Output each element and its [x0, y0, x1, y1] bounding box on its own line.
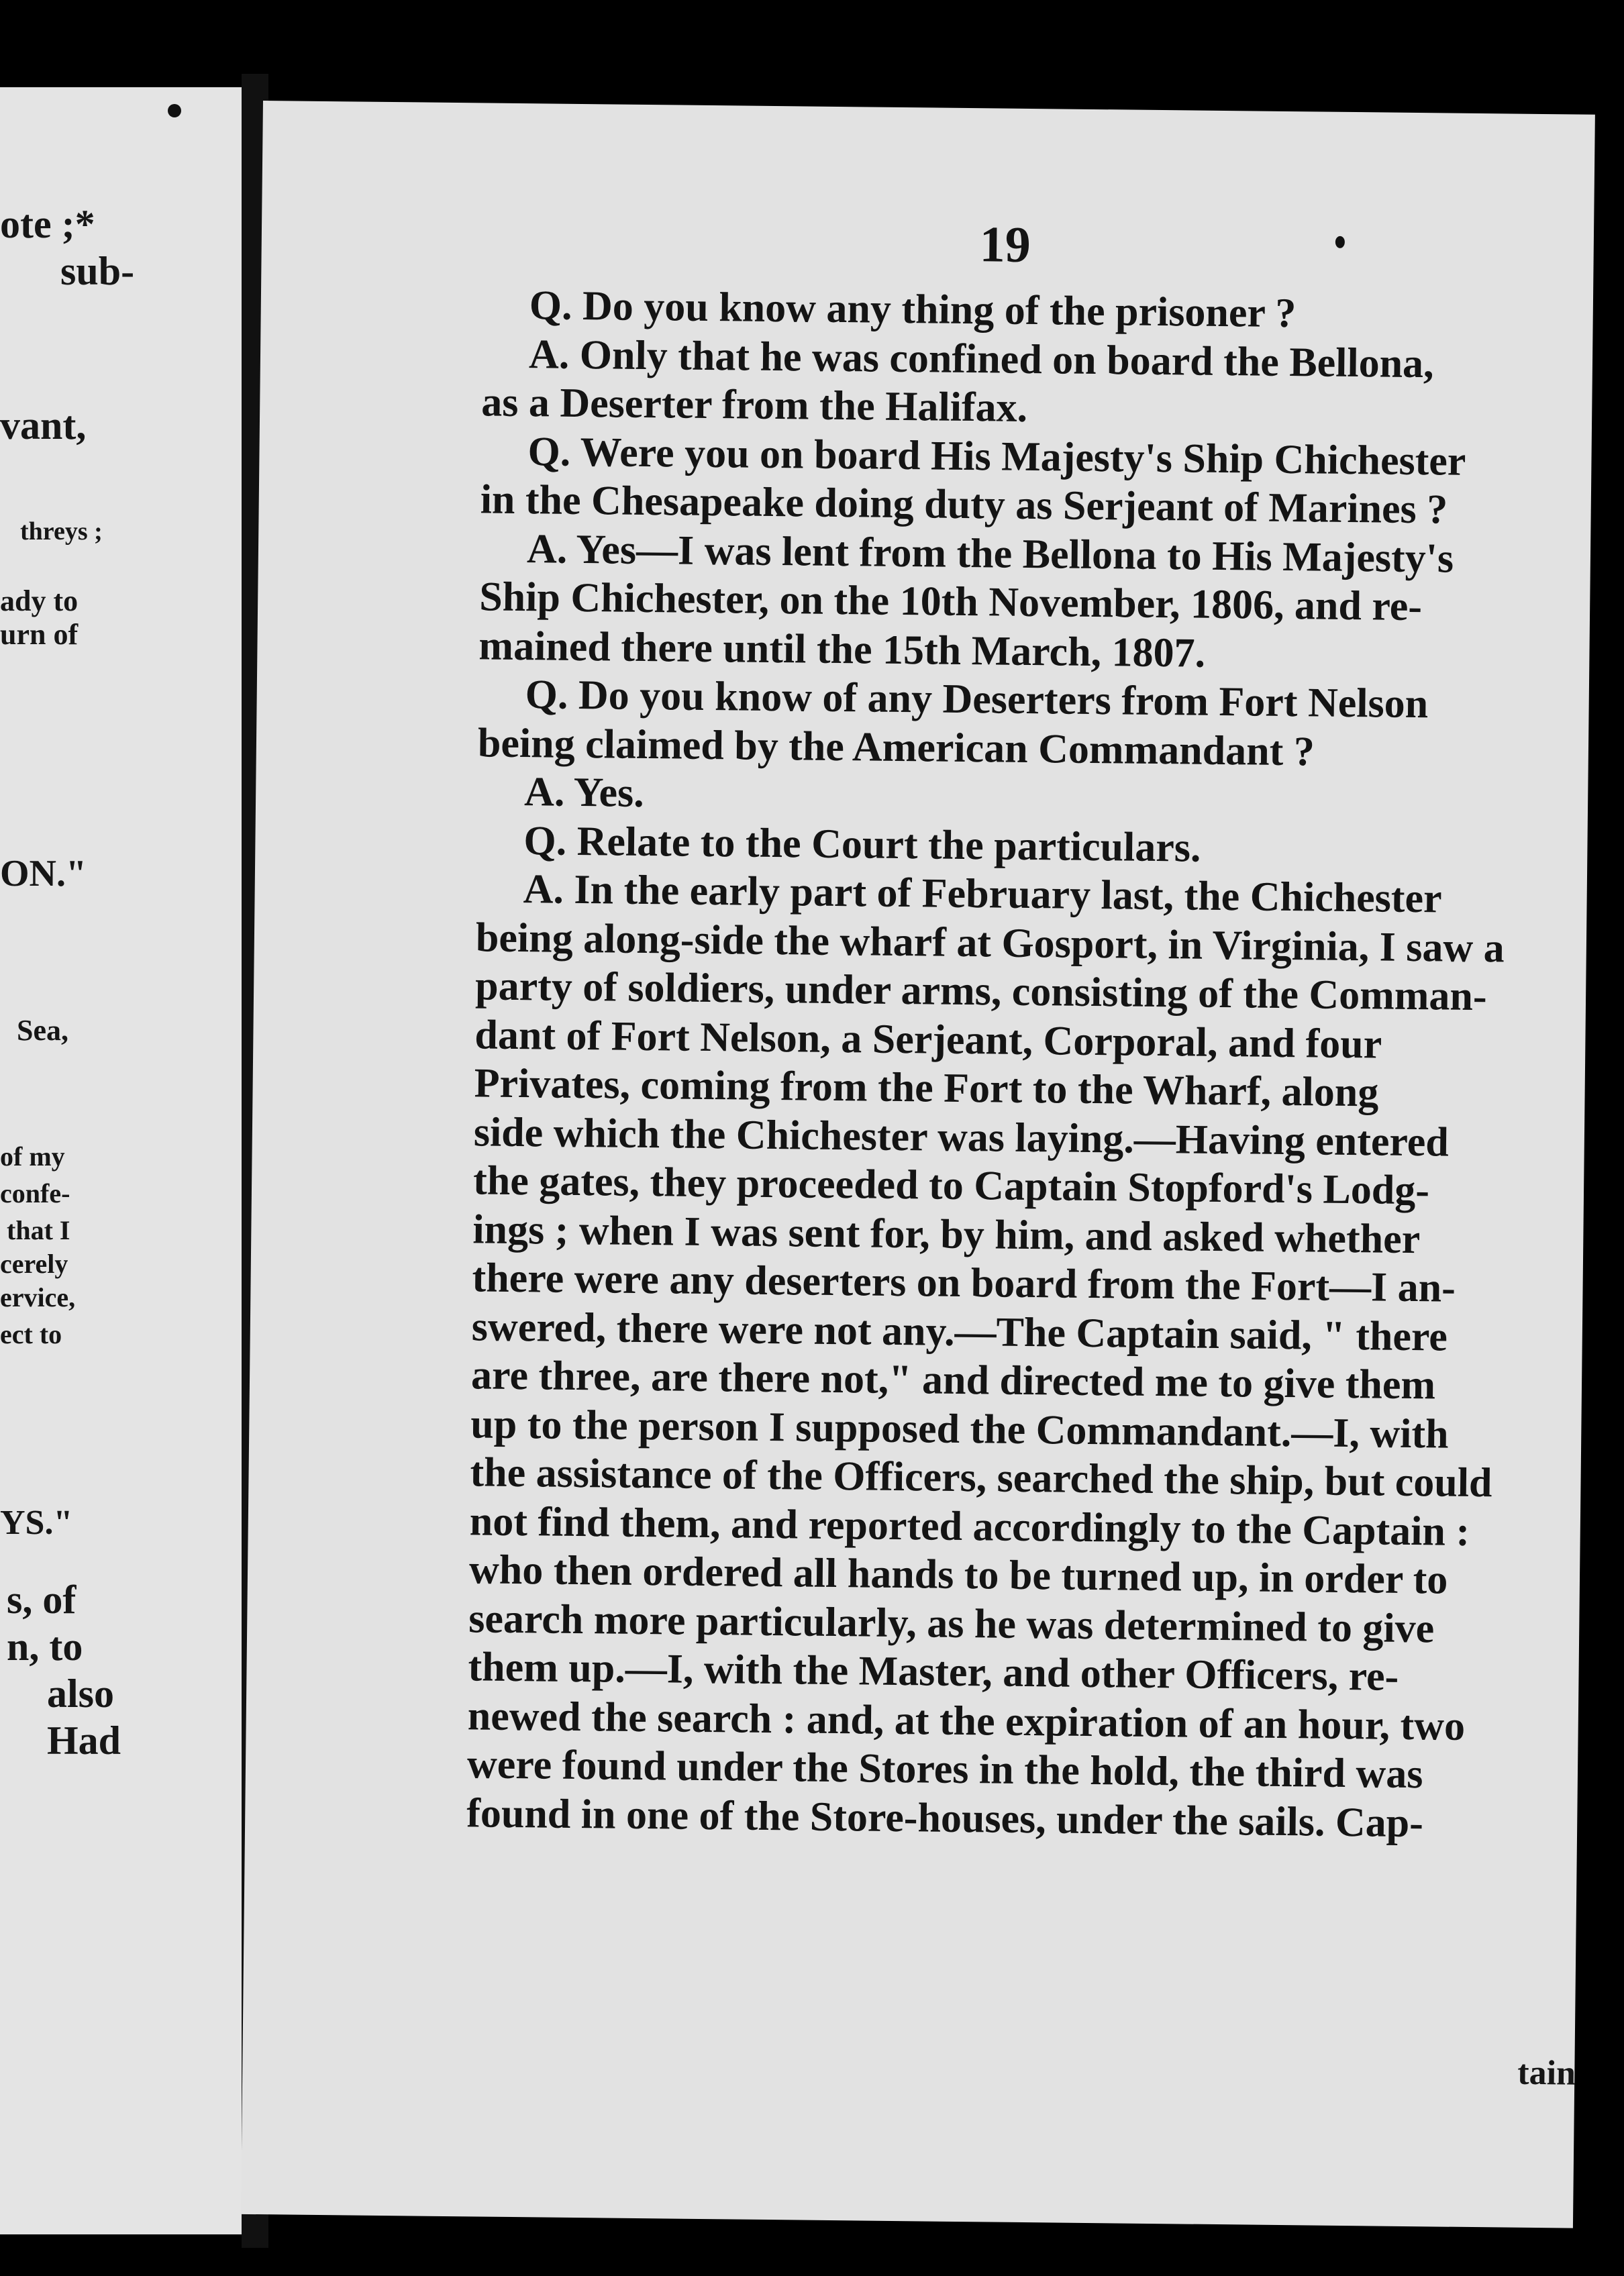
text-line: ings ; when I was sent for, by him, and asked whether [472, 1206, 1421, 1262]
left-page-fragment-text: n, to [7, 1624, 83, 1669]
text-line: them up.—I, with the Master, and other Officers, re- [468, 1644, 1399, 1700]
text-line: side which the Chichester was laying.—Having entered [473, 1108, 1450, 1166]
text-line: mained there until the 15th March, 1807. [478, 622, 1206, 676]
left-page-fragment-text: ON." [0, 853, 87, 894]
text-line: swered, there were not any.—The Captain said, " there [471, 1303, 1448, 1360]
left-page-fragment-text: ervice, [0, 1282, 76, 1312]
text-line: being along-side the wharf at Gosport, in Virginia, I saw a [475, 914, 1505, 971]
text-line: who then ordered all hands to be turned up, in order to [468, 1547, 1448, 1603]
page-text [466, 280, 1624, 1850]
left-page-fragment-text: vant, [0, 403, 87, 448]
text-line: party of soldiers, under arms, consisting of the Comman- [474, 963, 1487, 1020]
text-line: the gates, they proceeded to Captain Stopford's Lodg- [472, 1157, 1430, 1214]
left-page-fragment-text: confe- [0, 1178, 70, 1208]
text-line: A. In the early part of February last, the Chichester [523, 866, 1442, 922]
text-line: the assistance of the Officers, searched the ship, but could [470, 1449, 1492, 1506]
left-page-fragment-text: of my [0, 1141, 65, 1172]
ink-mark [1335, 236, 1345, 248]
left-page-fragment-text: ady to [0, 584, 79, 617]
left-page-fragment-text: Had [47, 1718, 121, 1763]
left-page-fragment-text: Sea, [17, 1014, 68, 1047]
left-page-fragment-text: threys ; [20, 517, 103, 546]
text-line: Ship Chichester, on the 10th November, 1806, and re- [478, 574, 1423, 630]
text-line: found in one of the Store-houses, under the sails. Cap- [466, 1790, 1424, 1846]
right-page [241, 101, 1595, 2228]
text-line: Q. Were you on board His Majesty's Ship Chichester [527, 428, 1466, 484]
text-line: Privates, coming from the Fort to the Wharf, along [474, 1060, 1379, 1116]
left-page-fragment-text: s, of [7, 1577, 77, 1622]
left-page-fragment [0, 87, 255, 2234]
text-line: were found under the Stores in the hold, the third was [466, 1741, 1423, 1798]
text-line: as a Deserter from the Halifax. [480, 379, 1028, 431]
left-page-fragment-text: also [47, 1671, 115, 1716]
text-line: not find them, and reported accordingly to the Captain : [469, 1498, 1470, 1555]
left-page-fragment-text: YS." [0, 1504, 73, 1542]
text-line: up to the person I supposed the Commandant.—I, with [470, 1400, 1449, 1457]
left-page-fragment-text: ote ;* [0, 202, 95, 246]
text-line: in the Chesapeake doing duty as Serjeant of Marines ? [480, 476, 1448, 533]
left-page-fragment-text: cerely [0, 1249, 68, 1279]
text-line: search more particularly, as he was determined to give [468, 1595, 1435, 1651]
text-line: Q. Relate to the Court the particulars. [523, 817, 1201, 871]
text-line: there were any deserters on board from the Fort—I an- [472, 1255, 1456, 1311]
catchword: tain [1517, 2053, 1576, 2093]
left-page-fragment-text: that I [7, 1215, 70, 1245]
left-page-fragment-text: ect to [0, 1319, 62, 1349]
ink-mark [168, 104, 181, 117]
text-line: A. Yes—I was lent from the Bellona to His Majesty's [526, 525, 1454, 582]
text-line: A. Only that he was confined on board the Bellona, [528, 331, 1435, 386]
page-number: 19 [979, 216, 1031, 273]
text-line: Q. Do you know of any Deserters from Fort Nelson [525, 672, 1429, 727]
left-page-fragment-text: urn of [0, 618, 79, 651]
text-line: are three, are there not," and directed me to give them [470, 1352, 1436, 1408]
left-page-fragment-text: sub- [60, 249, 135, 293]
text-line: dant of Fort Nelson, a Serjeant, Corporal, and four [474, 1011, 1382, 1068]
text-line: A. Yes. [523, 769, 645, 817]
text-line: Q. Do you know any thing of the prisoner ? [529, 282, 1297, 337]
text-line: newed the search : and, at the expiration of an hour, two [467, 1692, 1466, 1749]
text-line: being claimed by the American Commandant ? [477, 719, 1315, 774]
